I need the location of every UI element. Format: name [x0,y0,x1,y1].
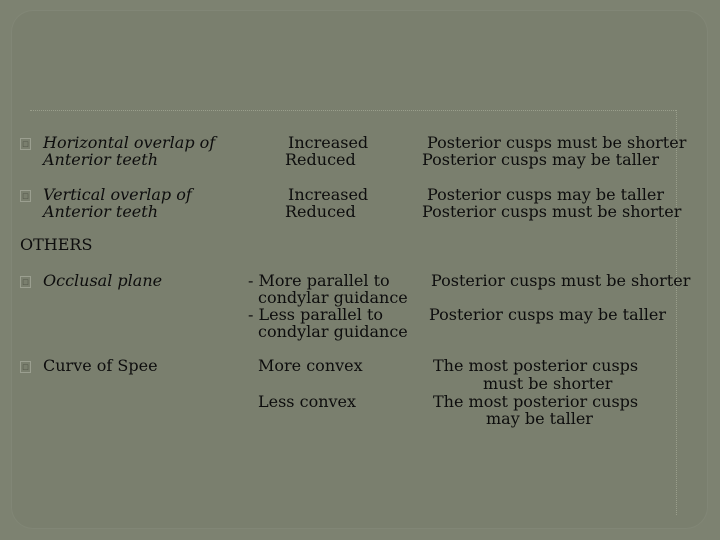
row-value: More convex [258,356,363,375]
bullet-icon: □ [20,138,31,150]
row-value: Increased [288,185,369,204]
row-value: Reduced [285,150,356,169]
row-effect: The most posterior cusps [433,356,639,375]
row-label: Anterior teeth [43,202,158,221]
row-effect: Posterior cusps may be taller [422,150,659,169]
row-value: - More parallel to [248,271,390,290]
bullet-icon: □ [20,276,31,288]
row-value: condylar guidance [258,322,408,341]
row-value: Increased [288,133,369,152]
row-effect: Posterior cusps may be taller [427,185,664,204]
divider-line [30,110,676,111]
slide-panel [11,10,708,529]
row-effect: may be taller [486,409,593,428]
section-heading: OTHERS [20,235,93,254]
row-label: Vertical overlap of [43,185,192,204]
row-label: Anterior teeth [43,150,158,169]
row-effect: Posterior cusps must be shorter [422,202,682,221]
row-value: - Less parallel to [248,305,384,324]
row-effect: Posterior cusps must be shorter [427,133,687,152]
row-value: Less convex [258,392,357,411]
row-value: Reduced [285,202,356,221]
row-effect: Posterior cusps must be shorter [431,271,691,290]
row-label: Curve of Spee [43,356,158,375]
row-label: Horizontal overlap of [43,133,216,152]
divider-line-vertical [676,110,677,515]
row-value: condylar guidance [258,288,408,307]
bullet-icon: □ [20,190,31,202]
row-effect: Posterior cusps may be taller [429,305,666,324]
row-effect: must be shorter [483,374,613,393]
bullet-icon: □ [20,361,31,373]
row-effect: The most posterior cusps [433,392,639,411]
row-label: Occlusal plane [43,271,163,290]
